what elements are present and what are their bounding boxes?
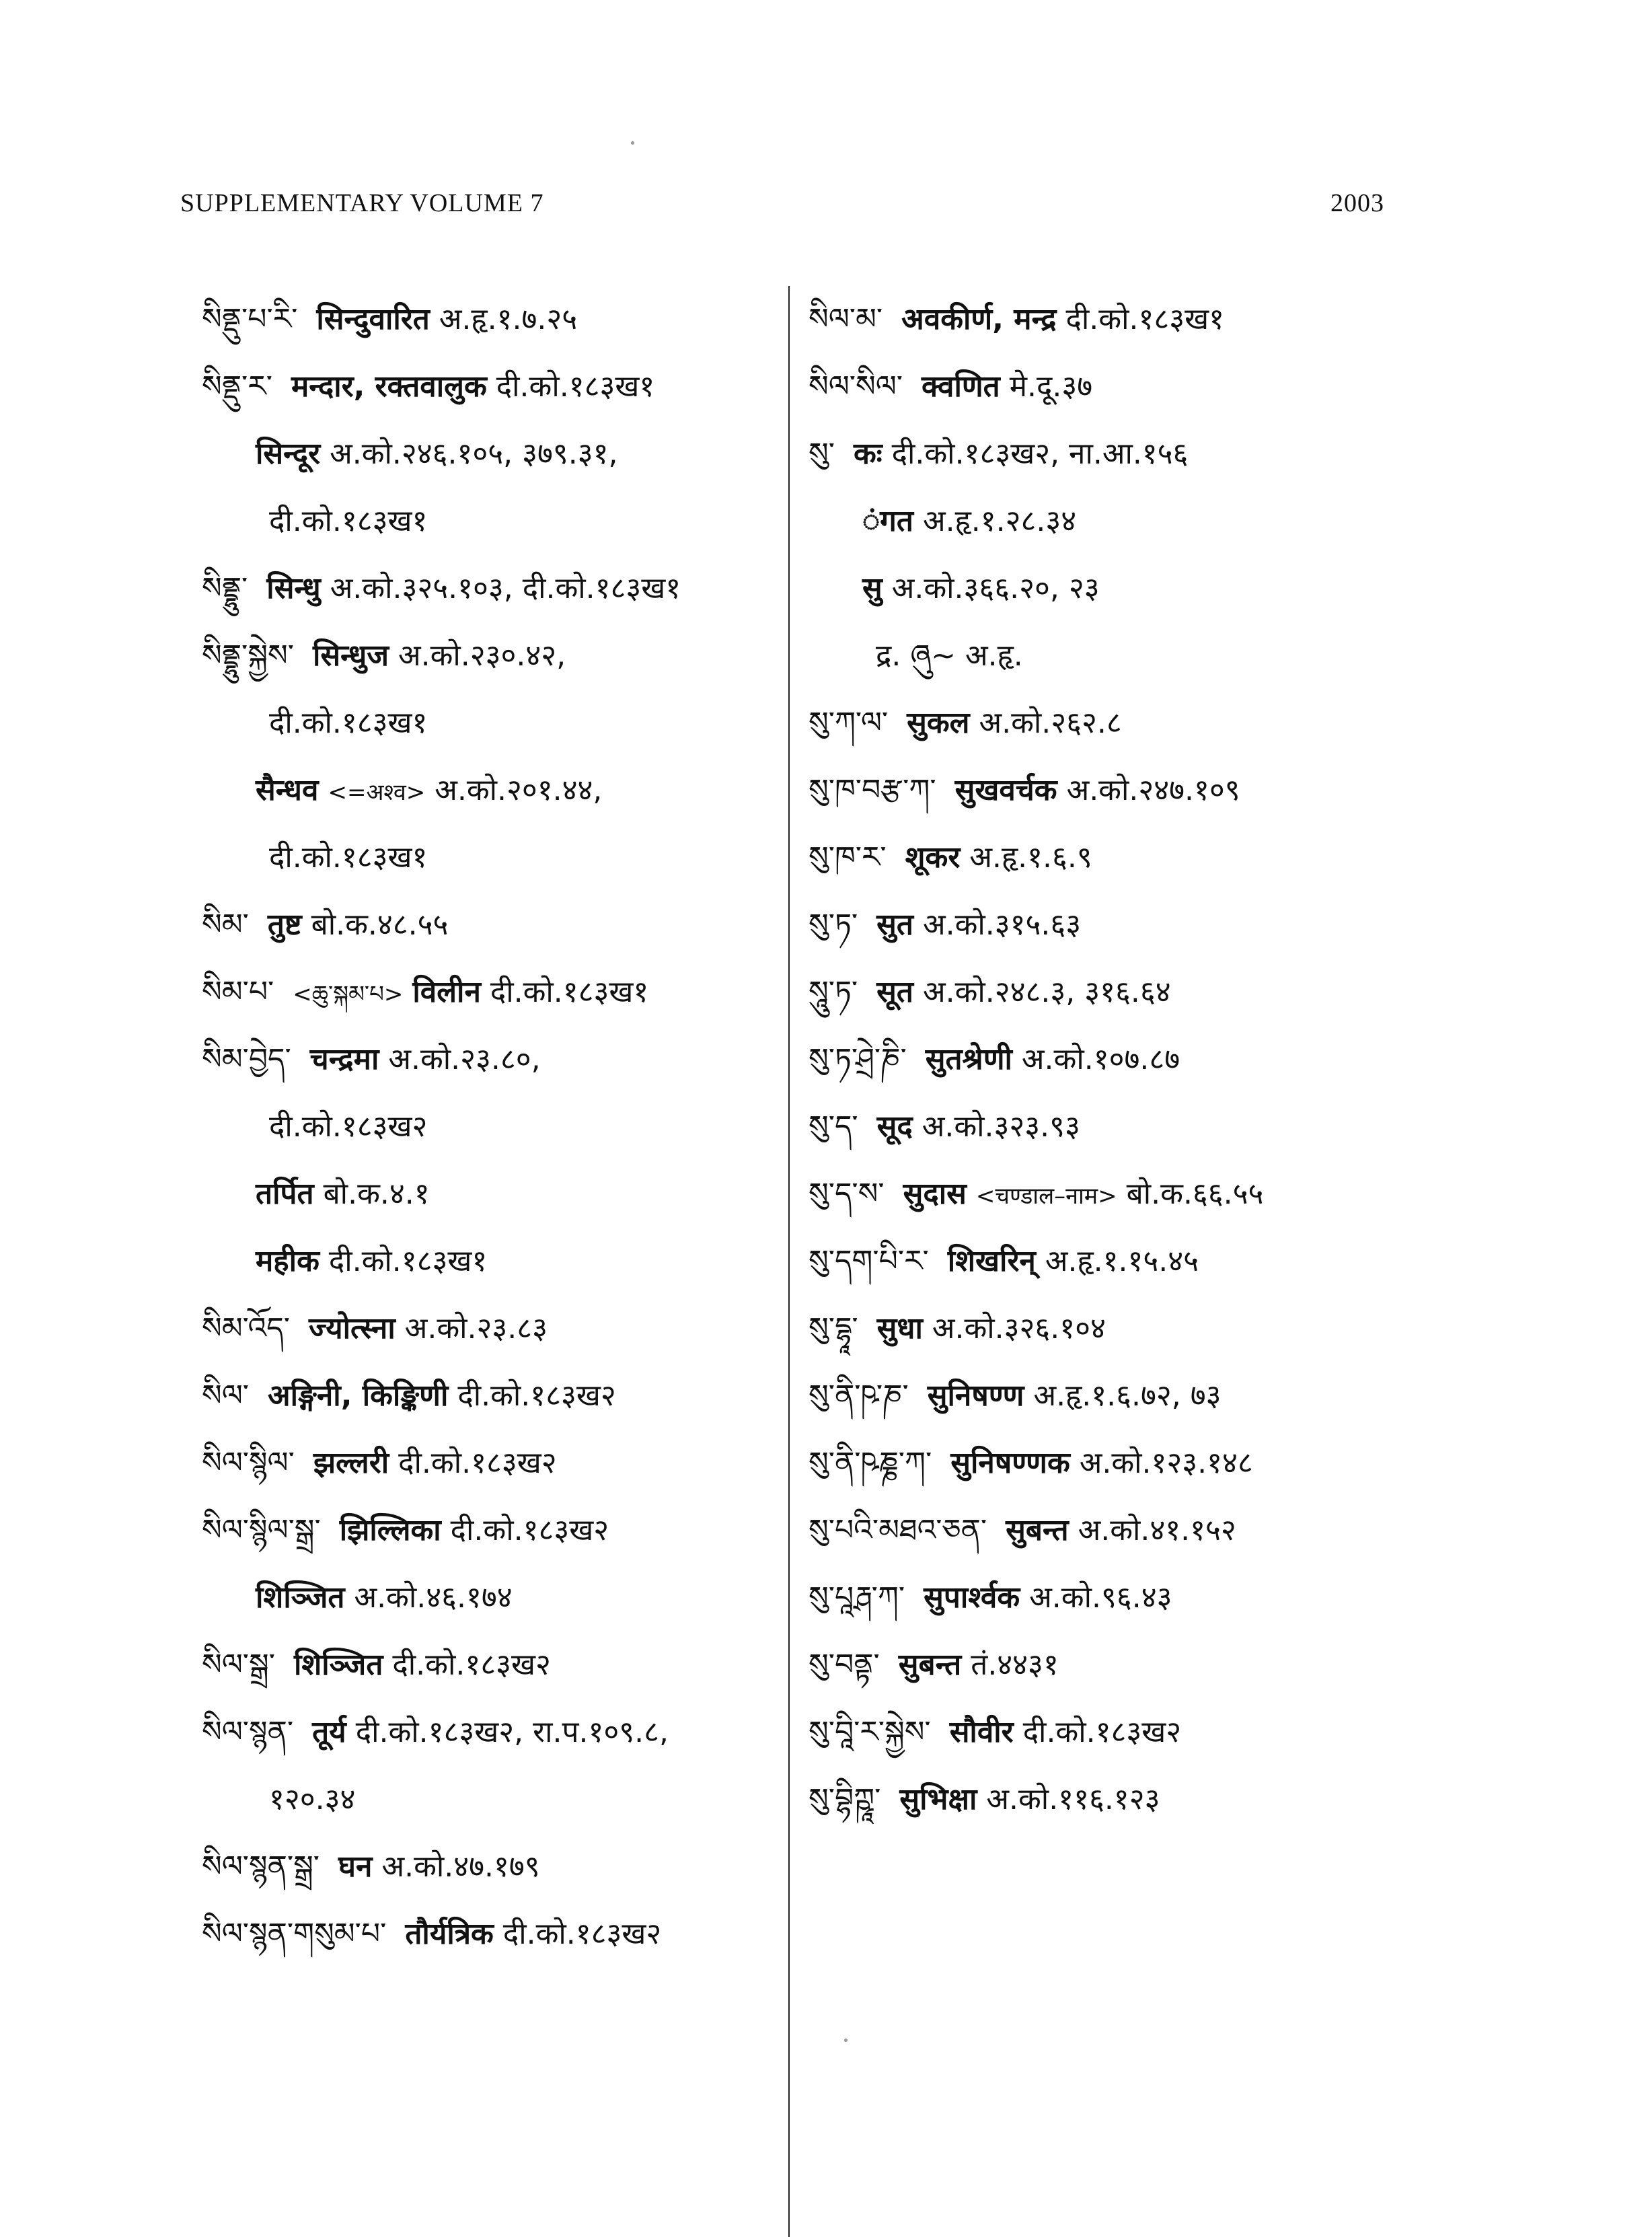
- sanskrit-equivalent: सुदास: [903, 1177, 967, 1211]
- entry-note: <चण्डाल–नाम>: [975, 1183, 1117, 1210]
- entry-line: [202, 1228, 794, 1295]
- source-reference: अ.को.३२३.९३: [922, 1109, 1080, 1144]
- sanskrit-equivalent: सूत: [876, 975, 913, 1009]
- entry-line: [809, 1699, 1414, 1766]
- tibetan-headword: སིནྡྷུ་སྐྱེས་: [202, 638, 294, 673]
- entry-line: [202, 1699, 794, 1766]
- tibetan-headword: སུ་ཏ་: [809, 908, 858, 942]
- sanskrit-equivalent: सुतश्रेणी: [925, 1042, 1012, 1076]
- entry-line: [202, 1430, 794, 1497]
- entry-line: [809, 1161, 1414, 1228]
- source-reference: अ.को.२३०.४२,: [398, 638, 566, 673]
- entry-line: [202, 1631, 794, 1699]
- entry-line: [202, 353, 794, 420]
- tibetan-headword: སིལ་སྙན་སྒྲ་: [202, 1849, 320, 1884]
- source-reference: अ.को.२४७.१०९: [1066, 773, 1240, 807]
- sanskrit-equivalent: शिखरिन्: [947, 1244, 1036, 1278]
- source-reference: दी.को.१८३ख२, ना.आ.१५६: [891, 437, 1189, 471]
- tibetan-headword: སིལ་སྙན་གསུམ་པ་: [202, 1917, 387, 1951]
- running-head: SUPPLEMENTARY VOLUME 7: [180, 189, 544, 217]
- entry-line: [809, 1362, 1414, 1430]
- page-number: 2003: [1330, 189, 1384, 217]
- entry-line: [202, 959, 794, 1026]
- sanskrit-equivalent: सुबन्त: [1006, 1513, 1069, 1547]
- source-reference: दी.को.१८३ख२: [457, 1379, 616, 1413]
- entry-line: [202, 891, 794, 959]
- sanskrit-equivalent: सिन्धु: [266, 571, 321, 606]
- entry-line: [809, 555, 1414, 622]
- source-reference: अ.हृ.१.२८.३४: [923, 504, 1077, 538]
- sanskrit-equivalent: शिञ्जित: [256, 1580, 345, 1615]
- entry-line: [202, 1161, 794, 1228]
- source-reference: अ.को.१२३.१४८: [1079, 1446, 1253, 1480]
- tibetan-headword: སིམ་འོད་: [202, 1311, 290, 1346]
- entry-line: [809, 622, 1414, 690]
- entry-line: [202, 1295, 794, 1362]
- column-divider: [788, 286, 790, 2237]
- tibetan-headword: སུ་བནྟ་: [809, 1648, 880, 1682]
- sanskrit-equivalent: कः: [853, 437, 883, 471]
- source-reference: अ.को.३६६.२०, २३: [891, 571, 1100, 606]
- tibetan-headword: སུ་ཁ་བརྩ་ཀ་: [809, 773, 936, 807]
- sanskrit-equivalent: अङ्गिनी, किङ्किणी: [268, 1379, 449, 1413]
- sanskrit-equivalent: विलीन: [412, 975, 481, 1009]
- source-reference: अ.को.३२५.१०३, दी.को.१८३ख१: [330, 571, 681, 606]
- entry-line: [202, 1026, 794, 1093]
- tibetan-headword: སུ་དག་པི་ར་: [809, 1244, 929, 1278]
- tibetan-headword: སིལ་སྒྲ་: [202, 1648, 275, 1682]
- tibetan-headword: སིམ་: [202, 908, 249, 942]
- source-reference: अ.को.९६.४३: [1029, 1580, 1172, 1615]
- tibetan-headword: སིནྡྷུ་: [202, 571, 248, 606]
- source-reference: दी.को.१८३ख२: [1022, 1715, 1182, 1749]
- sanskrit-equivalent: मन्दार, रक्तवालुक: [291, 369, 487, 404]
- entry-line: [809, 488, 1414, 555]
- tibetan-headword: སུ་ནི་ཥ་ཎ་: [809, 1379, 909, 1413]
- scan-speck: [631, 141, 634, 145]
- tibetan-headword: སིནྡུ་པ་རི་: [202, 302, 298, 336]
- source-reference: अ.को.२६२.८: [979, 706, 1122, 740]
- source-reference: बो.क.६६.५५: [1126, 1177, 1264, 1211]
- tibetan-headword: སིམ་བྱེད་: [202, 1042, 291, 1076]
- source-reference: दी.को.१८३ख१: [269, 504, 428, 538]
- entry-line: [809, 1295, 1414, 1362]
- tibetan-headword: སུ་བཱི་ར་སྐྱེས་: [809, 1715, 931, 1749]
- sanskrit-equivalent: महीक: [256, 1244, 320, 1278]
- entry-line: [202, 824, 794, 891]
- sanskrit-equivalent: तौर्यत्रिक: [405, 1917, 494, 1951]
- source-reference: अ.को.२४८.३, ३१६.६४: [923, 975, 1171, 1009]
- source-reference: दी.को.१८३ख२: [502, 1917, 662, 1951]
- source-reference: अ.को.२३.८३: [404, 1311, 548, 1346]
- tibetan-headword: སིམ་པ་: [202, 975, 274, 1009]
- entry-line: [809, 1093, 1414, 1161]
- sanskrit-equivalent: अवकीर्ण, मन्द्र: [901, 302, 1057, 336]
- source-reference: अ.को.३२६.१०४: [932, 1311, 1106, 1346]
- sanskrit-equivalent: सुनिषण्णक: [950, 1446, 1070, 1480]
- left-column: [202, 286, 794, 1968]
- source-reference: दी.को.१८३ख२: [398, 1446, 557, 1480]
- tibetan-headword: སུ་ཁ་ར་: [809, 840, 887, 875]
- sanskrit-equivalent: सुबन्त: [898, 1648, 962, 1682]
- source-reference: तं.४४३१: [971, 1648, 1059, 1682]
- source-reference: दी.को.१८३ख१: [269, 840, 428, 875]
- sanskrit-equivalent: सुधा: [876, 1311, 923, 1346]
- entry-line: [202, 690, 794, 757]
- entry-line: [809, 420, 1414, 488]
- tibetan-headword: སིནྡུ་ར་: [202, 369, 272, 404]
- entry-line: [809, 1766, 1414, 1833]
- entry-note: <=अश्व>: [328, 779, 426, 806]
- source-reference: अ.को.१०७.८७: [1021, 1042, 1180, 1076]
- source-reference: दी.को.१८३ख२: [269, 1109, 428, 1144]
- tibetan-headword: སིལ་སྙིལ་སྒྲ་: [202, 1513, 321, 1547]
- sanskrit-equivalent: शूकर: [905, 840, 961, 875]
- sanskrit-equivalent: सिन्दूर: [256, 437, 321, 471]
- tibetan-headword: སུ་བྷིཀྵཱ་: [809, 1782, 881, 1817]
- entry-line: [202, 555, 794, 622]
- sanskrit-equivalent: सुत: [876, 908, 913, 942]
- tibetan-headword: སུ་པཱརྴ་ཀ་: [809, 1580, 905, 1615]
- source-reference: द्र. ཞུ~ अ.हृ.: [876, 638, 1023, 673]
- tibetan-headword: སུ་ད་ས་: [809, 1177, 885, 1211]
- sanskrit-equivalent: सूद: [876, 1109, 913, 1144]
- sanskrit-equivalent: झिल्लिका: [339, 1513, 441, 1547]
- source-reference: अ.हृ.१.१५.४५: [1045, 1244, 1199, 1278]
- tibetan-headword: སུ་པའི་མཐའ་ཅན་: [809, 1513, 987, 1547]
- tibetan-headword: སིལ་སྙིལ་: [202, 1446, 295, 1480]
- source-reference: अ.हृ.१.६.७२, ७३: [1033, 1379, 1222, 1413]
- entry-line: [809, 1564, 1414, 1631]
- tibetan-headword: སིལ་སིལ་: [809, 369, 903, 404]
- entry-line: [809, 286, 1414, 353]
- source-reference: अ.को.२३.८०,: [388, 1042, 541, 1076]
- tibetan-headword: སུ་ཏ་ཤྲེ་ཎི་: [809, 1042, 907, 1076]
- source-reference: दी.को.१८३ख२: [450, 1513, 609, 1547]
- sanskrit-equivalent: सिन्धुज: [312, 638, 389, 673]
- source-reference: अ.को.४७.१७९: [381, 1849, 540, 1884]
- source-reference: बो.क.४.१: [323, 1177, 430, 1211]
- sanskrit-equivalent: तूर्य: [312, 1715, 346, 1749]
- entry-note: <ཆུ་སྐམ་པ>: [293, 981, 404, 1008]
- sanskrit-equivalent: सुपार्श्वक: [924, 1580, 1020, 1615]
- entry-line: [202, 420, 794, 488]
- entry-line: [202, 1901, 794, 1968]
- tibetan-headword: སིལ་མ་: [809, 302, 883, 336]
- sanskrit-equivalent: क्वणित: [922, 369, 1000, 404]
- entry-line: [202, 622, 794, 690]
- source-reference: १२०.३४: [269, 1782, 356, 1817]
- entry-line: [809, 959, 1414, 1026]
- sanskrit-equivalent: सुभिक्षा: [899, 1782, 977, 1817]
- sanskrit-equivalent: सुखवर्चक: [954, 773, 1057, 807]
- right-column: [809, 286, 1414, 1833]
- entry-line: [202, 1833, 794, 1901]
- source-reference: दी.को.१८३ख२, रा.प.१०९.८,: [355, 1715, 669, 1749]
- source-reference: अ.को.४६.१७४: [354, 1580, 513, 1615]
- tibetan-headword: སཱུ་ཏ་: [809, 975, 858, 1009]
- source-reference: अ.को.२४६.१०५, ३७९.३१,: [330, 437, 618, 471]
- sanskrit-equivalent: सु: [862, 571, 883, 606]
- scan-speck: [844, 2039, 848, 2042]
- entry-line: [202, 1766, 794, 1833]
- entry-line: [809, 1497, 1414, 1564]
- source-reference: अ.हृ.१.६.९: [969, 840, 1092, 875]
- sanskrit-equivalent: सौवीर: [949, 1715, 1014, 1749]
- entry-line: [809, 1631, 1414, 1699]
- tibetan-headword: སུ་ཀ་ལ་: [809, 706, 889, 740]
- source-reference: दी.को.१८३ख१: [1065, 302, 1224, 336]
- entry-line: [202, 488, 794, 555]
- source-reference: दी.को.१८३ख१: [328, 1244, 488, 1278]
- entry-line: [809, 891, 1414, 959]
- sanskrit-equivalent: तुष्ट: [267, 908, 302, 942]
- entry-line: [202, 1564, 794, 1631]
- entry-line: [202, 1093, 794, 1161]
- tibetan-headword: སིལ་: [202, 1379, 250, 1413]
- sanskrit-equivalent: ंगत: [862, 504, 913, 538]
- tibetan-headword: སུ་དྷཱ་: [809, 1311, 858, 1346]
- entry-line: [809, 757, 1414, 824]
- source-reference: अ.को.४१.१५२: [1078, 1513, 1236, 1547]
- source-reference: मे.दू.३७: [1009, 369, 1093, 404]
- source-reference: दी.को.१८३ख२: [392, 1648, 551, 1682]
- source-reference: अ.को.३१५.६३: [923, 908, 1082, 942]
- source-reference: अ.को.११६.१२३: [986, 1782, 1160, 1817]
- entry-line: [202, 1362, 794, 1430]
- source-reference: बो.क.४८.५५: [311, 908, 449, 942]
- sanskrit-equivalent: झल्लरी: [313, 1446, 389, 1480]
- entry-line: [809, 1430, 1414, 1497]
- sanskrit-equivalent: तर्पित: [256, 1177, 314, 1211]
- entry-line: [809, 353, 1414, 420]
- tibetan-headword: སུ་: [809, 437, 835, 471]
- source-reference: दी.को.१८३ख१: [269, 706, 428, 740]
- entry-line: [809, 1026, 1414, 1093]
- source-reference: अ.को.२०१.४४,: [435, 773, 603, 807]
- source-reference: दी.को.१८३ख१: [490, 975, 649, 1009]
- entry-line: [202, 286, 794, 353]
- entry-line: [809, 690, 1414, 757]
- sanskrit-equivalent: शिञ्जित: [293, 1648, 383, 1682]
- tibetan-headword: སུ་ནི་ཥཎྞ་ཀ་: [809, 1446, 932, 1480]
- sanskrit-equivalent: सुनिषण्ण: [927, 1379, 1024, 1413]
- sanskrit-equivalent: सैन्धव: [256, 773, 319, 807]
- page-header: [180, 188, 1384, 229]
- entry-line: [202, 757, 794, 824]
- source-reference: अ.हृ.१.७.२५: [439, 302, 578, 336]
- entry-line: [202, 1497, 794, 1564]
- source-reference: दी.को.१८३ख१: [496, 369, 655, 404]
- entry-line: [809, 824, 1414, 891]
- sanskrit-equivalent: ज्योत्स्ना: [308, 1311, 396, 1346]
- entry-line: [809, 1228, 1414, 1295]
- sanskrit-equivalent: चन्द्रमा: [309, 1042, 379, 1076]
- sanskrit-equivalent: सुकल: [907, 706, 970, 740]
- tibetan-headword: སུ་ད་: [809, 1109, 858, 1144]
- sanskrit-equivalent: घन: [338, 1849, 373, 1884]
- tibetan-headword: སིལ་སྙན་: [202, 1715, 294, 1749]
- sanskrit-equivalent: सिन्दुवारित: [316, 302, 430, 336]
